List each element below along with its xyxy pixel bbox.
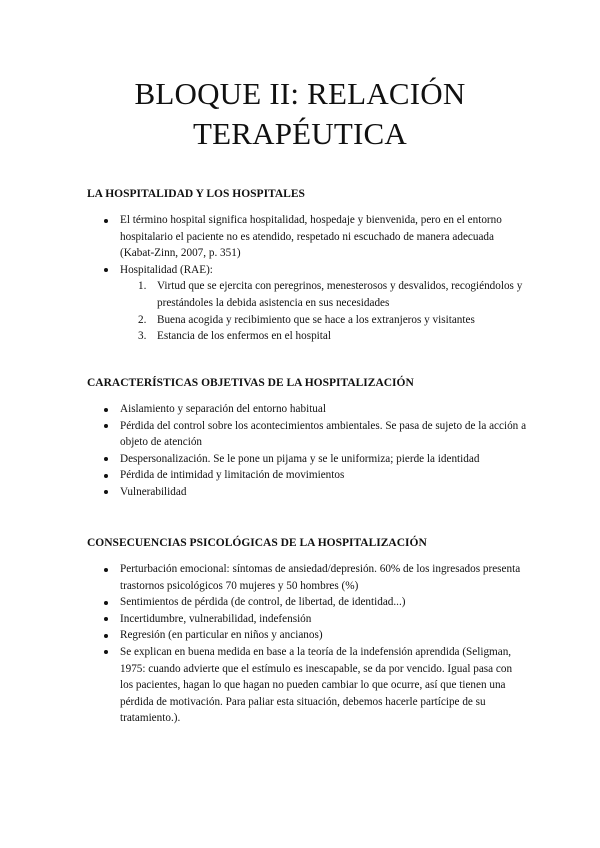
list-item bbox=[87, 451, 527, 468]
section-list-caracteristicas bbox=[87, 401, 527, 501]
section-list-hospitalidad bbox=[87, 212, 527, 345]
numbered-item-text: Estancia de los enfermos en el hospital bbox=[157, 330, 331, 343]
item-number: 3. bbox=[138, 330, 147, 343]
list-item bbox=[87, 627, 527, 644]
title-line-1: BLOQUE II: RELACIÓN bbox=[134, 76, 466, 111]
numbered-item bbox=[120, 312, 527, 329]
section-heading-consecuencias: CONSECUENCIAS PSICOLÓGICAS DE LA HOSPITALIZACIÓN bbox=[87, 537, 427, 549]
numbered-item bbox=[120, 328, 527, 345]
numbered-item-text: Buena acogida y recibimiento que se hace a los extranjeros y visitantes bbox=[157, 313, 475, 326]
item-number: 2. bbox=[138, 313, 147, 326]
item-number: 1. bbox=[138, 280, 147, 293]
list-item-text: Regresión (en particular en niños y ancianos) bbox=[120, 629, 323, 642]
list-item bbox=[87, 401, 527, 418]
list-item-text: Perturbación emocional: síntomas de ansiedad/depresión. 60% de los ingresados presenta trastornos psicológicos 70 mujeres y 50 hombres (%) bbox=[120, 563, 521, 592]
section-list-consecuencias bbox=[87, 561, 527, 727]
list-item bbox=[87, 484, 527, 501]
list-item-text: Se explican en buena medida en base a la teoría de la indefensión aprendida (Seligman, 1975: cuando advierte que el estímulo es inescapable, se da por vencido. Igual pasa con los pacientes, hagan lo que hagan no pueden cambiar lo que ocurre, así que tienen una pérdida de motivación. Para paliar esta situación, debemos hacerle partícipe de su tratamiento.). bbox=[120, 645, 513, 725]
list-item bbox=[87, 467, 527, 484]
page-title bbox=[0, 74, 600, 154]
list-item-text: Hospitalidad (RAE): bbox=[120, 263, 213, 276]
list-item bbox=[87, 644, 527, 727]
list-item bbox=[87, 262, 527, 345]
list-item-text: Incertidumbre, vulnerabilidad, indefensión bbox=[120, 612, 312, 625]
list-item bbox=[87, 611, 527, 628]
list-item-text: Sentimientos de pérdida (de control, de libertad, de identidad...) bbox=[120, 596, 406, 609]
list-item-text: Aislamiento y separación del entorno habitual bbox=[120, 403, 326, 415]
list-item bbox=[87, 212, 527, 262]
list-item-text: Pérdida de intimidad y limitación de movimientos bbox=[120, 469, 345, 482]
section-heading-caracteristicas: CARACTERÍSTICAS OBJETIVAS DE LA HOSPITALIZACIÓN bbox=[87, 377, 414, 389]
numbered-sublist bbox=[120, 278, 527, 344]
numbered-item bbox=[120, 278, 527, 311]
list-item-text: Pérdida del control sobre los acontecimientos ambientales. Se pasa de sujeto de la acción a objeto de atención bbox=[120, 419, 527, 449]
title-line-2: TERAPÉUTICA bbox=[192, 116, 408, 151]
list-item-text: Despersonalización. Se le pone un pijama y se le uniformiza; pierde la identidad bbox=[120, 452, 480, 465]
list-item-text: El término hospital significa hospitalidad, hospedaje y bienvenida, pero en el entorno hospitalario el paciente no es atendido, respetado ni escuchado de manera adecuada (Kabat-Zinn, 2007, p. 351) bbox=[120, 214, 502, 260]
list-item bbox=[87, 561, 527, 594]
list-item-text: Vulnerabilidad bbox=[120, 485, 187, 498]
list-item bbox=[87, 594, 527, 611]
list-item bbox=[87, 418, 527, 451]
numbered-item-text: Virtud que se ejercita con peregrinos, menesterosos y desvalidos, recogiéndolos y prestándoles la debida asistencia en sus necesidades bbox=[157, 280, 523, 309]
section-heading-hospitalidad: LA HOSPITALIDAD Y LOS HOSPITALES bbox=[87, 188, 305, 200]
